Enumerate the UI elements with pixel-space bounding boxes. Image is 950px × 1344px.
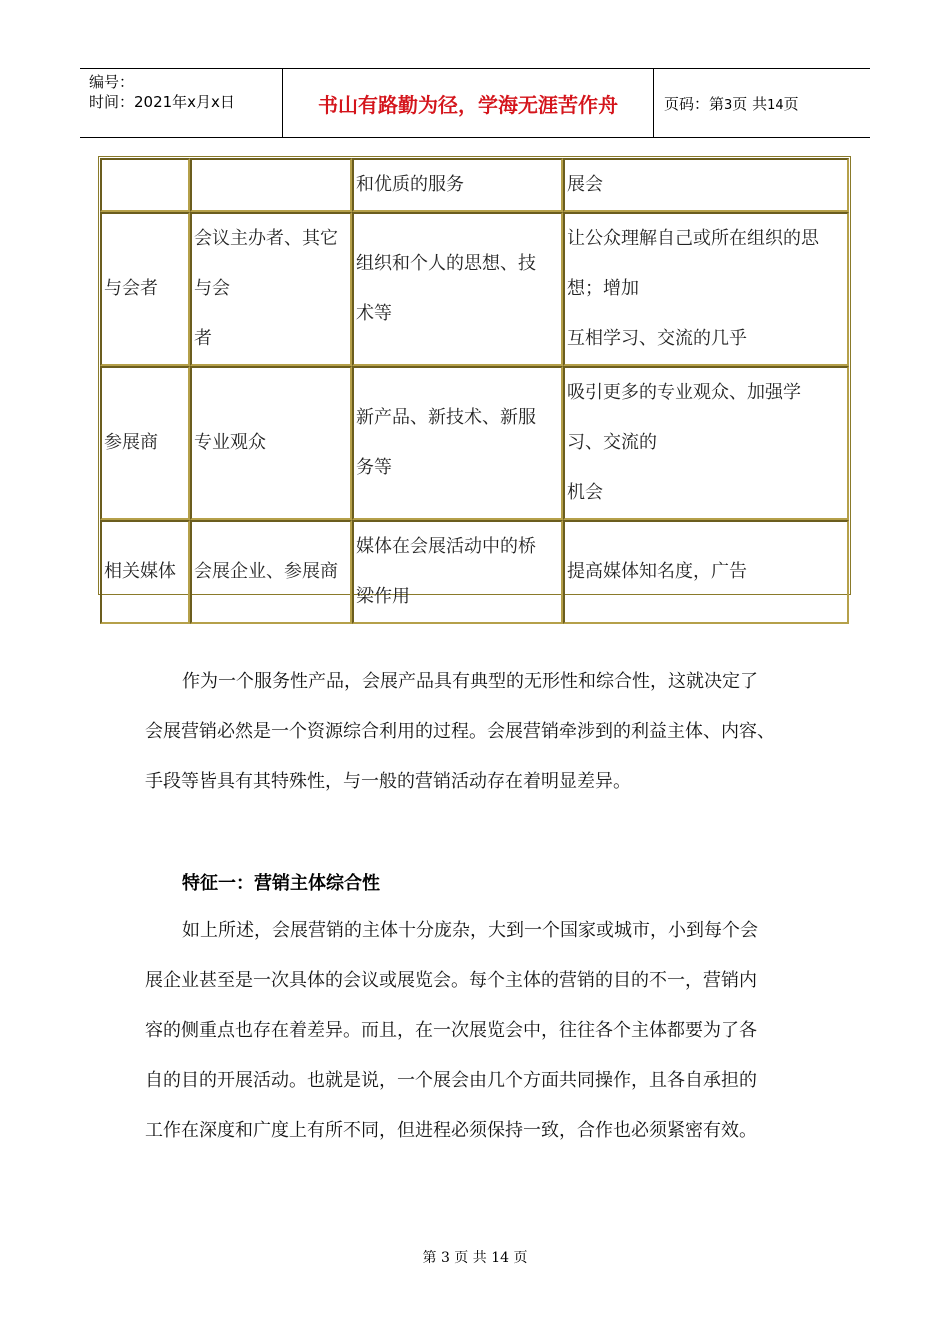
cell-line: 让公众理解自己或所在组织的思: [567, 228, 819, 249]
table-row: [100, 212, 849, 366]
cell-line: 务等: [356, 457, 392, 478]
text-line: 容的侧重点也存在着差异。而且，在一次展览会中，往往各个主体都要为了各: [145, 1020, 757, 1041]
table-cell-c2: [190, 366, 352, 520]
cell-line: 会展企业、参展商: [194, 561, 338, 582]
cell-line: 互相学习、交流的几乎: [567, 328, 747, 349]
header-page-cell: [654, 69, 870, 137]
header-motto-cell: [283, 69, 654, 137]
table-cell-c3: [352, 212, 563, 366]
table-cell-c2: [190, 212, 352, 366]
table-cell-c2: [190, 520, 352, 624]
table-cell-c4: [563, 158, 849, 212]
table-cell-c3: [352, 520, 563, 624]
table-cell-c1: [100, 212, 190, 366]
table-row: [100, 520, 849, 624]
table-cell-c1: [100, 366, 190, 520]
marketing-table: [98, 156, 851, 607]
text-line: 自的目的开展活动。也就是说，一个展会由几个方面共同操作，且各自承担的: [145, 1070, 757, 1091]
page-header: [80, 68, 870, 138]
cell-line: 和优质的服务: [356, 174, 464, 195]
text-line: 展企业甚至是一次具体的会议或展览会。每个主体的营销的目的不一，营销内: [145, 970, 757, 991]
cell-line: 与会者: [104, 278, 158, 299]
cell-line: 与会: [194, 278, 230, 299]
cell-line: 媒体在会展活动中的桥: [356, 536, 536, 557]
table-cell-c1: [100, 158, 190, 212]
table-row: [100, 158, 849, 212]
page-prefix: 页码：第: [664, 95, 725, 113]
cell-line: 术等: [356, 303, 392, 324]
header-meta-cell: [80, 69, 283, 137]
cell-line: 提高媒体知名度，广告: [567, 561, 747, 582]
text-line: 工作在深度和广度上有所不同，但进程必须保持一致，合作也必须紧密有效。: [145, 1120, 757, 1141]
cell-line: 者: [194, 328, 212, 349]
page-indicator: [664, 93, 799, 114]
feature1-paragraph: [145, 918, 835, 1168]
text-line: 如上所述，会展营销的主体十分庞杂，大到一个国家或城市，小到每个会: [182, 920, 758, 941]
cell-line: 想；增加: [567, 278, 639, 299]
table-cell-c3: [352, 158, 563, 212]
table-cell-c4: [563, 366, 849, 520]
number-label: 编号：: [89, 73, 135, 91]
cell-line: 习、交流的: [567, 432, 657, 453]
cell-line: 参展商: [104, 432, 158, 453]
table-cell-c1: [100, 520, 190, 624]
cell-line: 展会: [567, 174, 603, 195]
cell-line: 新产品、新技术、新服: [356, 407, 536, 428]
feature1-heading: 特征一：营销主体综合性: [182, 873, 380, 894]
cell-line: 梁作用: [356, 586, 410, 607]
text-line: 手段等皆具有其特殊性，与一般的营销活动存在着明显差异。: [145, 771, 631, 792]
info-table: [100, 158, 849, 624]
table-cell-c3: [352, 366, 563, 520]
cell-line: 相关媒体: [104, 561, 176, 582]
cell-line: 吸引更多的专业观众、加强学: [567, 382, 801, 403]
cell-line: 组织和个人的思想、技: [356, 253, 536, 274]
page-middle: 页 共: [732, 95, 768, 113]
page-suffix: 页: [783, 95, 799, 113]
motto: 书山有路勤为径，学海无涯苦作舟: [318, 93, 618, 117]
page-total: 14: [767, 98, 784, 113]
cell-line: 机会: [567, 482, 603, 503]
text-line: 会展营销必然是一个资源综合利用的过程。会展营销牵涉到的利益主体、内容、: [145, 721, 775, 742]
page-footer: 第 3 页 共 14 页: [422, 1250, 528, 1266]
table-row: [100, 366, 849, 520]
cell-line: 会议主办者、其它: [194, 228, 338, 249]
cell-line: 专业观众: [194, 432, 266, 453]
text-line: 作为一个服务性产品，会展产品具有典型的无形性和综合性，这就决定了: [182, 671, 758, 692]
time-label: 时间：2021年x月x日: [89, 93, 235, 111]
table-cell-c2: [190, 158, 352, 212]
table-cell-c4: [563, 520, 849, 624]
page-current: 3: [724, 98, 733, 113]
intro-paragraph: [145, 669, 835, 819]
table-cell-c4: [563, 212, 849, 366]
